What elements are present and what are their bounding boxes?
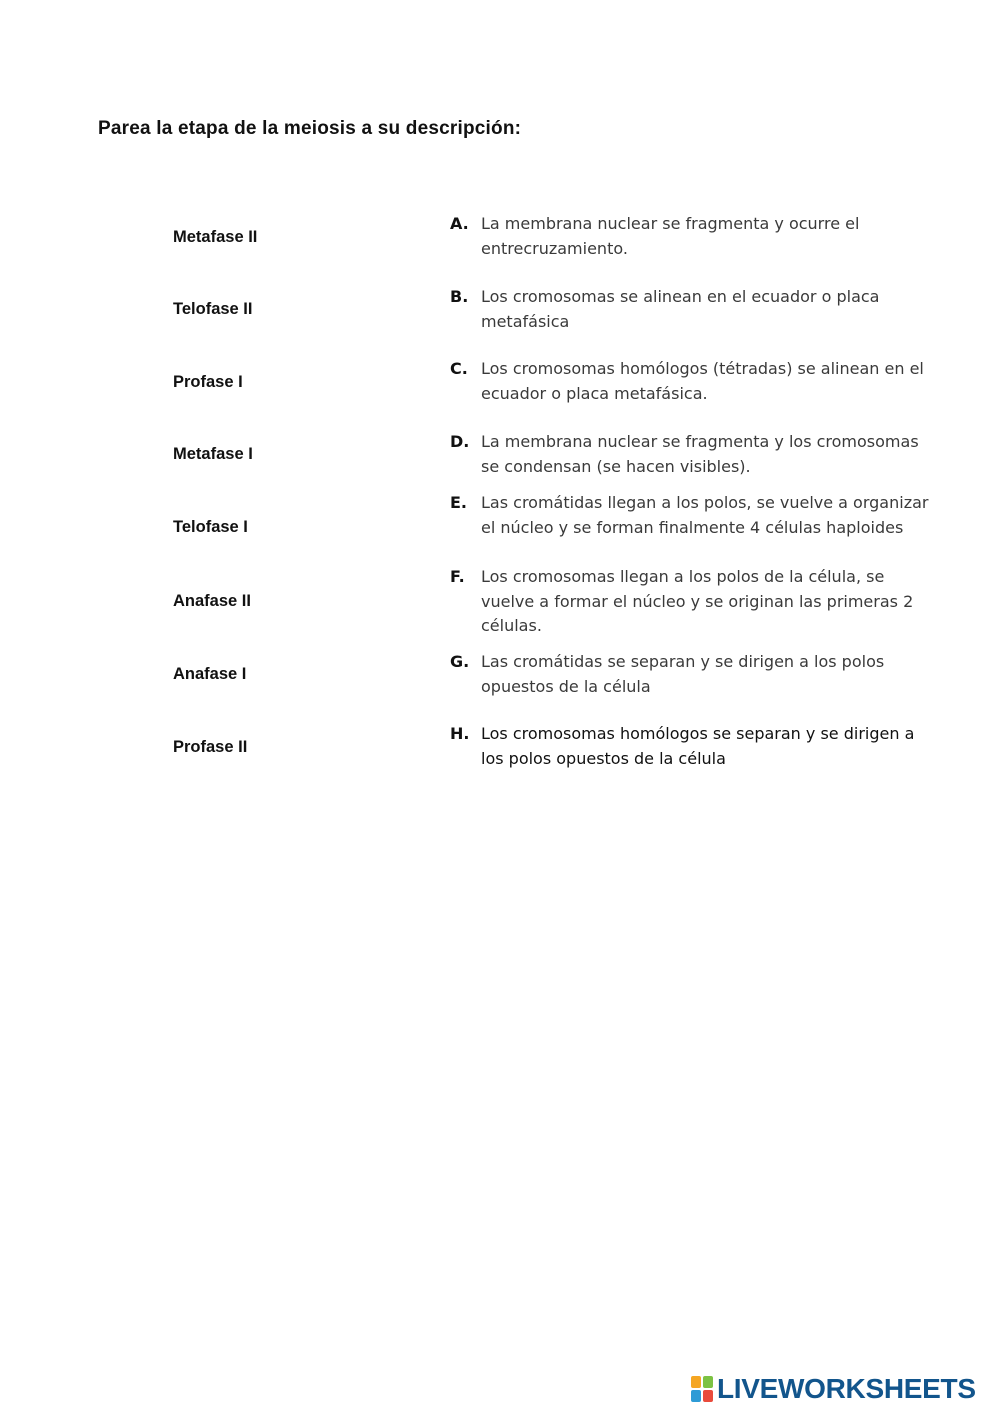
- description-text: Los cromosomas se alinean en el ecuador o placa metafásica: [481, 287, 880, 331]
- description-text: Las cromátidas llegan a los polos, se vuelve a organizar el núcleo y se forman finalmente 4 células haploides: [481, 493, 929, 537]
- description-text: Las cromátidas se separan y se dirigen a los polos opuestos de la célula: [481, 652, 885, 696]
- description-letter: F.: [450, 567, 465, 586]
- description-item: [450, 357, 940, 406]
- description-letter: G.: [450, 652, 470, 671]
- description-text: Los cromosomas llegan a los polos de la célula, se vuelve a formar el núcleo y se originan las primeras 2 células.: [481, 567, 914, 635]
- description-item: [450, 285, 940, 334]
- stage-item: Metafase I: [173, 445, 253, 463]
- description-letter: D.: [450, 432, 470, 451]
- brand-name: LIVEWORKSHEETS: [717, 1373, 976, 1404]
- stage-item: Anafase I: [173, 665, 247, 683]
- description-item: [450, 565, 940, 639]
- stage-item: Telofase I: [173, 518, 248, 536]
- page-title: Parea la etapa de la meiosis a su descripción:: [98, 118, 522, 139]
- description-text: La membrana nuclear se fragmenta y ocurre el entrecruzamiento.: [481, 214, 860, 258]
- stage-item: Telofase II: [173, 300, 253, 318]
- liveworksheets-logo-icon: [691, 1376, 713, 1402]
- description-letter: E.: [450, 493, 468, 512]
- description-letter: C.: [450, 359, 468, 378]
- description-item: [450, 430, 940, 479]
- description-item: [450, 212, 940, 261]
- description-text: La membrana nuclear se fragmenta y los cromosomas se condensan (se hacen visibles).: [481, 432, 919, 476]
- description-text: Los cromosomas homólogos se separan y se dirigen a los polos opuestos de la célula: [481, 724, 915, 768]
- stage-item: Anafase II: [173, 592, 251, 610]
- stage-item: Metafase II: [173, 228, 258, 246]
- stage-item: Profase I: [173, 373, 243, 391]
- description-text: Los cromosomas homólogos (tétradas) se alinean en el ecuador o placa metafásica.: [481, 359, 924, 403]
- liveworksheets-brand: [691, 1373, 976, 1405]
- description-item: [450, 650, 940, 699]
- stage-item: Profase II: [173, 738, 248, 756]
- description-letter: B.: [450, 287, 469, 306]
- description-letter: H.: [450, 724, 470, 743]
- description-letter: A.: [450, 214, 469, 233]
- description-item: [450, 491, 940, 540]
- description-item: [450, 722, 940, 771]
